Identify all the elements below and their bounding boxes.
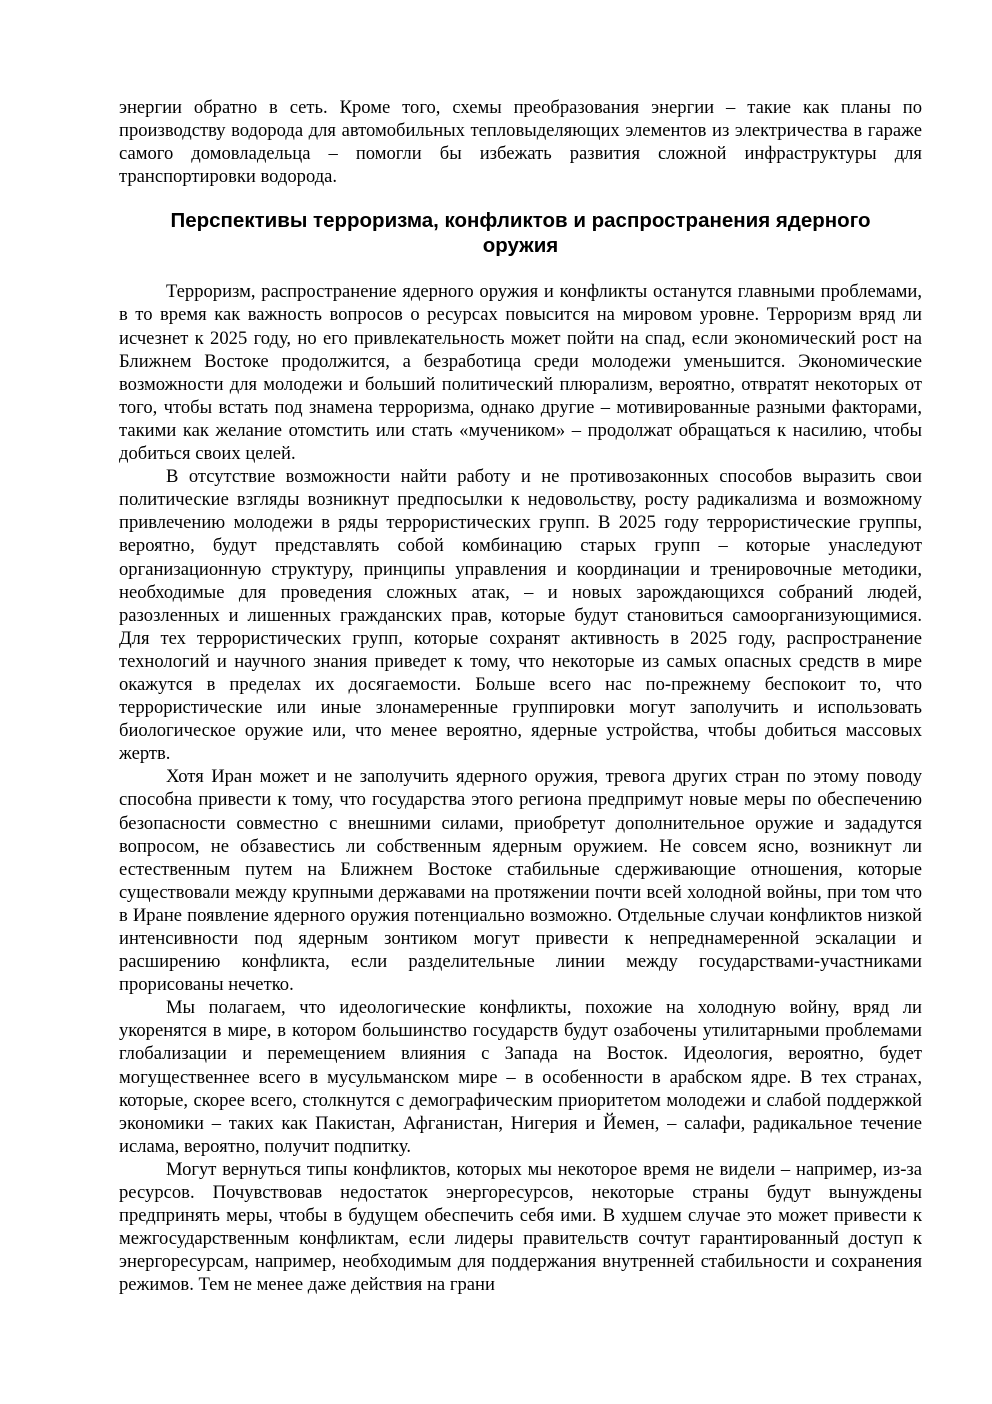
paragraph-radicalism: В отсутствие возможности найти работу и не противозаконных способов выразить свои политические взгляды возникнут предпосылки к недовольству, росту радикализма и возможному привлечению молодежи в ряды террористических групп. В 2025 году террористические группы, вероятно, будут представлять собой комбинацию старых групп – которые унаследуют организационную структуру, принципы управления и координации и тренировочные методики, необходимые для проведения сложных атак, – и новых зарождающихся собраний людей, разозленных и лишенных гражданских прав, которые будут становиться самоорганизующимися. Для тех террористических групп, которые сохранят активность в 2025 году, распространение технологий и научного знания приведет к тому, что некоторые из самых опасных средств в мире окажутся в пределах их досягаемости. Больше всего нас по-прежнему беспокоит то, что террористические или иные злонамеренные группировки могут заполучить и использовать биологическое оружие или, что менее вероятно, ядерные устройства, чтобы добиться массовых жертв. (119, 466, 922, 765)
paragraph-terrorism: Терроризм, распространение ядерного оружия и конфликты останутся главными проблемами, в то время как важность вопросов о ресурсах повысится на мировом уровне. Терроризм вряд ли исчезнет к 2025 году, но его привлекательность может пойти на спад, если экономический рост на Ближнем Востоке продолжится, а безработица среди молодежи уменьшится. Экономические возможности для молодежи и больший политический плюрализм, вероятно, отвратят некоторых от того, чтобы встать под знамена терроризма, однако другие – мотивированные разными факторами, такими как желание отомстить или стать «мучеником» – продолжат обращаться к насилию, чтобы добиться своих целей. (119, 281, 922, 465)
document-page (119, 96, 922, 1297)
paragraph-iran: Хотя Иран может и не заполучить ядерного оружия, тревога других стран по этому поводу способна привести к тому, что государства этого региона предпримут новые меры по обеспечению безопасности совместно с внешними силами, приобретут дополнительное оружие и зададутся вопросом, не обзавестись ли собственным ядерным оружием. Не совсем ясно, возникнут ли естественным путем на Ближнем Востоке стабильные сдерживающие отношения, которые существовали между крупными державами на протяжении почти всей холодной войны, при том что в Иране появление ядерного оружия потенциально возможно. Отдельные случаи конфликтов низкой интенсивности под ядерным зонтиком могут привести к непреднамеренной эскалации и расширению конфликта, если разделительные линии между государствами-участниками прорисованы нечетко. (119, 766, 922, 996)
section-heading: Перспективы терроризма, конфликтов и распространения ядерного оружия (170, 209, 871, 258)
intro-paragraph: энергии обратно в сеть. Кроме того, схемы преобразования энергии – такие как планы по производству водорода для автомобильных тепловыделяющих элементов из электричества в гараже самого домовладельца – помогли бы избежать развития сложной инфраструктуры для транспортировки водорода. (119, 97, 922, 188)
paragraph-ideology: Мы полагаем, что идеологические конфликты, похожие на холодную войну, вряд ли укоренятся в мире, в котором большинство государств будут озабочены утилитарными проблемами глобализации и перемещением влияния с Запада на Восток. Идеология, вероятно, будет могущественнее всего в мусульманском мире – в особенности в арабском ядре. В тех странах, которые, скорее всего, столкнутся с демографическим приоритетом молодежи и слабой поддержкой экономики – таких как Пакистан, Афганистан, Нигерия и Йемен, – салафи, радикальное течение ислама, вероятно, получит подпитку. (119, 997, 922, 1157)
paragraph-resources: Могут вернуться типы конфликтов, которых мы некоторое время не видели – например, из-за ресурсов. Почувствовав недостаток энергоресурсов, некоторые страны будут вынуждены предпринять меры, чтобы в будущем обеспечить себя ими. В худшем случае это может привести к межгосударственным конфликтам, если лидеры правительств сочтут гарантированный доступ к энергоресурсам, например, необходимым для поддержания внутренней стабильности и сохранения режимов. Тем не менее даже действия на грани (119, 1158, 922, 1296)
